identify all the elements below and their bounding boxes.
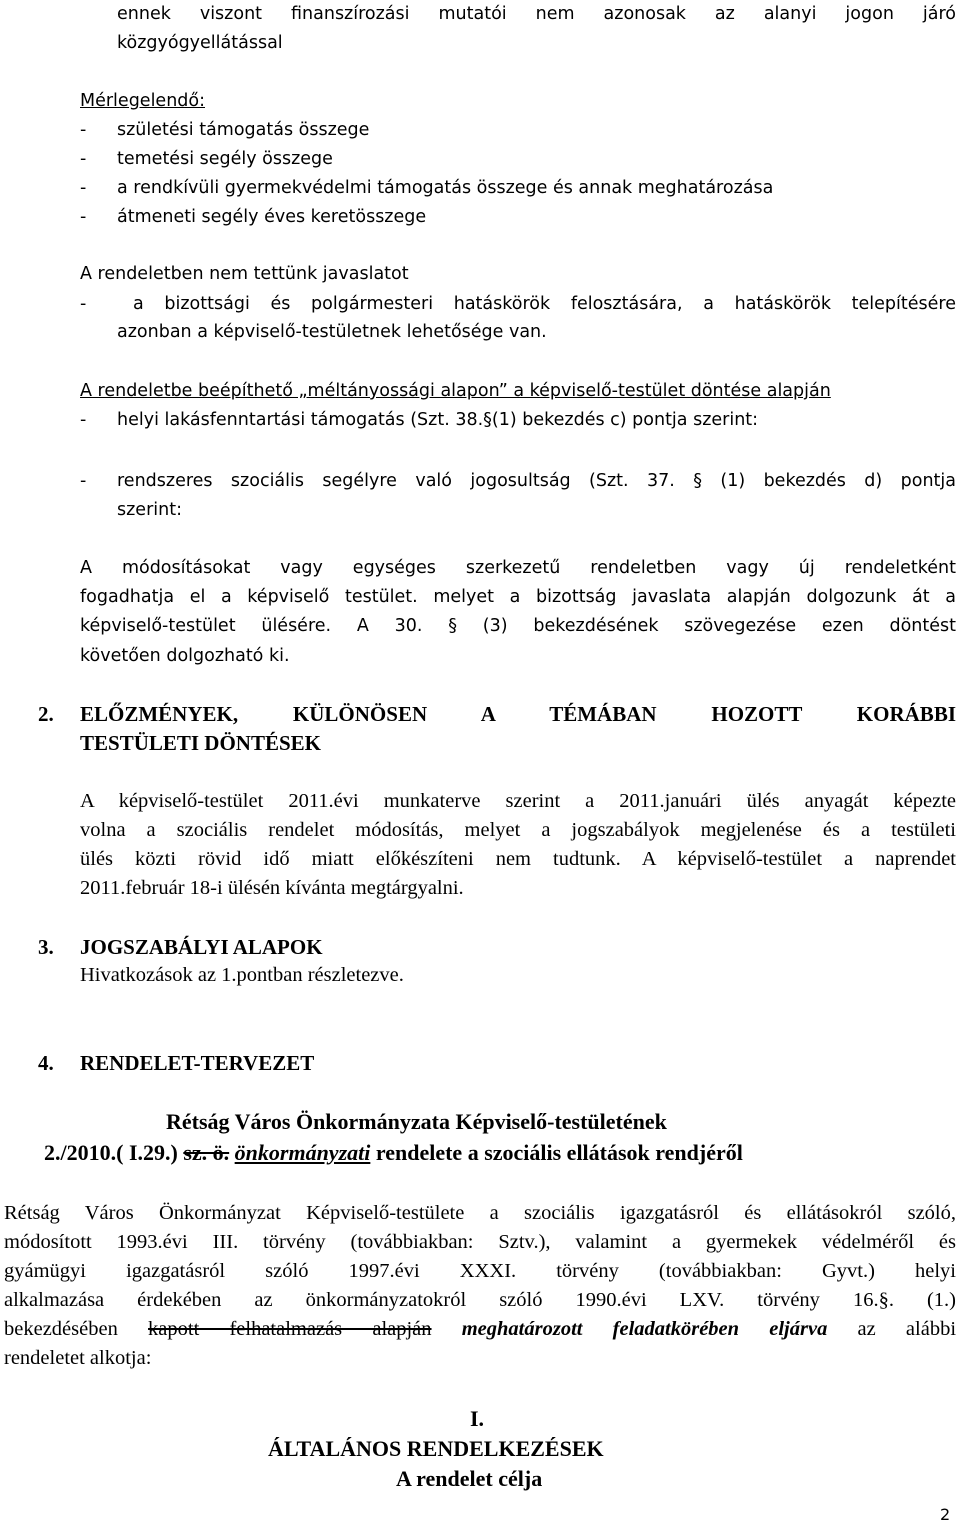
text-line: követően dolgozható ki. [80,646,290,666]
list-item: átmeneti segély éves keretösszege [117,207,427,227]
bullet-dash: - [80,471,87,491]
bullet-dash: - [80,149,87,169]
text-line: ülés közti rövid idő miatt előkészíteni nem tudtunk. A képviselő-testület a naprendet [80,848,956,870]
text-line: volna a szociális rendelet módosítás, melyet a jogszabályok megjelenése és a testületi [80,819,956,841]
section-title: TESTÜLETI DÖNTÉSEK [80,731,322,755]
text-line: ennek viszont finanszírozási mutatói nem azonosak az alanyi jogon járó [117,4,956,24]
section-number: 3. [38,935,54,959]
text-line: gyámügyi igazgatásról szóló 1997.évi XXXI. törvény (továbbiakban: Gyvt.) helyi [4,1260,956,1282]
bullet-dash: - [80,178,87,198]
text-line: Hivatkozások az 1.pontban részletezve. [80,964,404,986]
section-title: JOGSZABÁLYI ALAPOK [80,935,323,959]
chapter-subtitle: A rendelet célja [396,1466,543,1491]
chapter-number: I. [470,1406,485,1431]
struck-text: sz. ö. [183,1140,230,1165]
text-line: bekezdésében kapott felhatalmazás alapján meghatározott feladatkörében eljárva az alábbi [4,1318,957,1340]
text-line: módosított 1993.évi III. törvény (továbbiakban: Sztv.), valamint a gyermekek védelméről és [4,1231,956,1253]
text-line: fogadhatja el a képviselő testület. melyet a bizottság javaslata alapján dolgozunk át a [80,587,956,607]
list-item: rendszeres szociális segélyre való jogosultság (Szt. 37. § (1) bekezdés d) pontja [117,471,956,491]
inserted-text: meghatározott feladatkörében eljárva [461,1318,828,1340]
struck-text: kapott felhatalmazás alapján [148,1318,432,1340]
list-item: helyi lakásfenntartási támogatás (Szt. 38.§(1) bekezdés c) pontja szerint: [117,410,759,430]
text-line: A rendeletben nem tettünk javaslatot [80,264,409,284]
page-number: 2 [940,1505,951,1524]
list-item: a bizottsági és polgármesteri hatáskörök felosztására, a hatáskörök telepítésére [133,294,956,314]
list-item: a rendkívüli gyermekvédelmi támogatás összege és annak meghatározása [117,178,774,198]
bullet-dash: - [80,120,87,140]
list-item: születési támogatás összege [117,120,370,140]
text-line: 2011.február 18-i ülésén kívánta megtárgyalni. [80,877,464,899]
section-label: Mérlegelendő: [80,91,205,111]
section-title: ELŐZMÉNYEK, KÜLÖNÖSEN A TÉMÁBAN HOZOTT KORÁBBI [80,702,956,726]
section-number: 2. [38,702,54,726]
decree-heading: Rétság Város Önkormányzata Képviselő-testületének [166,1109,667,1134]
chapter-title: ÁLTALÁNOS RENDELKEZÉSEK [268,1436,604,1461]
section-number: 4. [38,1051,54,1075]
inserted-text: önkormányzati [234,1140,371,1165]
section-title: RENDELET-TERVEZET [80,1051,315,1075]
text-line: Rétság Város Önkormányzat Képviselő-testülete a szociális igazgatásról és ellátásokról szóló, [4,1202,956,1224]
text-line: azonban a képviselő-testületnek lehetősége van. [117,322,547,342]
text-line: közgyógyellátással [117,33,283,53]
text-line: rendeletet alkotja: [4,1347,152,1369]
text-line: alkalmazása érdekében az önkormányzatokról szóló 1990.évi LXV. törvény 16.§. (1.) [4,1289,956,1311]
bullet-dash: - [80,294,87,314]
bullet-dash: - [80,410,87,430]
section-label: A rendeletbe beépíthető „méltányossági alapon” a képviselő-testület döntése alapján [80,381,831,401]
text-line: képviselő-testület ülésére. A 30. § (3) bekezdésének szövegezése ezen döntést [80,616,956,636]
list-item: temetési segély összege [117,149,333,169]
text-line: A módosításokat vagy egységes szerkezetű rendeletben vagy új rendeletként [80,558,956,578]
text-line: A képviselő-testület 2011.évi munkaterve szerint a 2011.januári ülés anyagát képezte [80,790,956,812]
decree-heading: 2./2010.( I.29.) sz. ö. önkormányzati rendelete a szociális ellátások rendjéről [44,1140,743,1165]
text-line: szerint: [117,500,182,520]
bullet-dash: - [80,207,87,227]
